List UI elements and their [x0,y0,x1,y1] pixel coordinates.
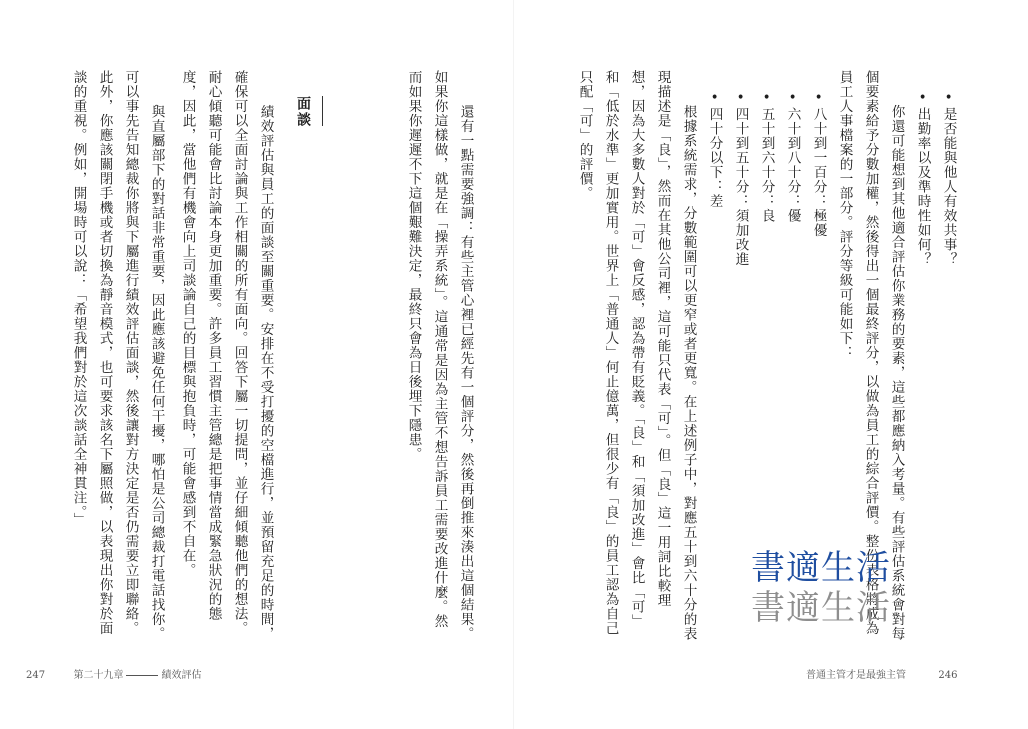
watermark-gray: 書適生活 [751,588,891,628]
bullet-line: •出勤率以及準時性如何？ [914,90,931,267]
paragraph-line: 與直屬部下的對話非常重要，因此應該避免任何干擾，哪怕是公司總裁打電話找你。 [148,90,165,641]
paragraph-line: 而如果你遲遲不下這個艱難決定，最終只會為日後埋下隱患。 [405,70,422,462]
paragraph-line: 還有一點需要強調：有些主管心裡已經先有一個評分，然後再倒推來湊出這個結果。 [457,90,474,641]
section-heading: 面談 [295,96,311,128]
bullet-line: •是否能與他人有效共事？ [940,90,957,267]
paragraph-line: 現描述是「良」，然而在其他公司裡，這可能只代表「可」。但「良」這一用詞比較理 [654,70,671,608]
paragraph-line: 只配「可」的評價。 [576,70,593,201]
paragraph-line: 績效評估與員工的面談至關重要。安排在不受打擾的空檔進行，並預留充足的時間， [257,90,274,641]
chapter-label: 第二十九章 [73,670,124,681]
book-title: 普通主管才是最強主管 [806,670,906,681]
chapter-title: 績效評估 [161,670,202,681]
footer-rule [126,675,158,676]
right-page [514,0,1028,729]
paragraph-line: 如果你這樣做，就是在「操弄系統」。這通常是因為主管不想告訴員工需要改進什麼。然 [431,70,448,629]
page-number: 247 [26,670,46,681]
paragraph-line: 你還可能想到其他適合評估你業務的要素，這些都應納入考量。有些評估系統會對每 [888,90,905,641]
bullet-line: •六十到八十分：優 [784,90,801,223]
paragraph-line: 談的重視。例如，開場時可以說：「希望我們對於這次談話全神貫注。」 [70,70,87,528]
paragraph-line: 員工人事檔案的一部分。評分等級可能如下： [836,70,853,360]
paragraph-line: 和「低於水準」更加實用。世界上「普通人」何止億萬，但很少有「良」的員工認為自己 [602,70,619,636]
page-number: 246 [938,670,958,681]
page-footer [26,666,201,681]
bullet-line: •四十到五十分：須加改進 [732,90,749,267]
watermark-blue: 書適生活 [751,548,891,588]
page-footer [806,666,957,681]
paragraph-line: 想，因為大多數人對於「可」會反感，認為帶有貶義。「良」和「須加改進」會比「可」 [628,70,645,629]
heading-rule [322,96,323,126]
paragraph-line: 耐心傾聽可能會比討論本身更加重要。許多員工習慣主管總是把事情當成緊急狀況的態 [205,70,222,621]
bullet-line: •八十到一百分：極優 [810,90,827,238]
bullet-line: •五十到六十分：良 [758,90,775,223]
paragraph-line: 此外，你應該關閉手機或者切換為靜音模式，也可要求該名下屬照做，以表現出你對於面 [96,70,113,636]
paragraph-line: 確保可以全面討論與工作相關的所有面向。回答下屬一切提問，並仔細傾聽他們的想法。 [231,70,248,636]
paragraph-line: 個要素給予分數加權，然後得出一個最終評分，以做為員工的綜合評價。整份表格將成為 [862,70,879,636]
bullet-line: •四十分以下：差 [706,90,723,209]
paragraph-line: 可以事先告知總裁你將與下屬進行績效評估面談，然後讓對方決定是否仍需要立即聯絡。 [122,70,139,636]
paragraph-line: 度，因此，當他們有機會向上司談論自己的目標與抱負時，可能會感到不自在。 [179,70,196,578]
paragraph-line: 根據系統需求，分數範圍可以更窄或者更寬。在上述例子中，對應五十到六十分的表 [680,90,697,641]
